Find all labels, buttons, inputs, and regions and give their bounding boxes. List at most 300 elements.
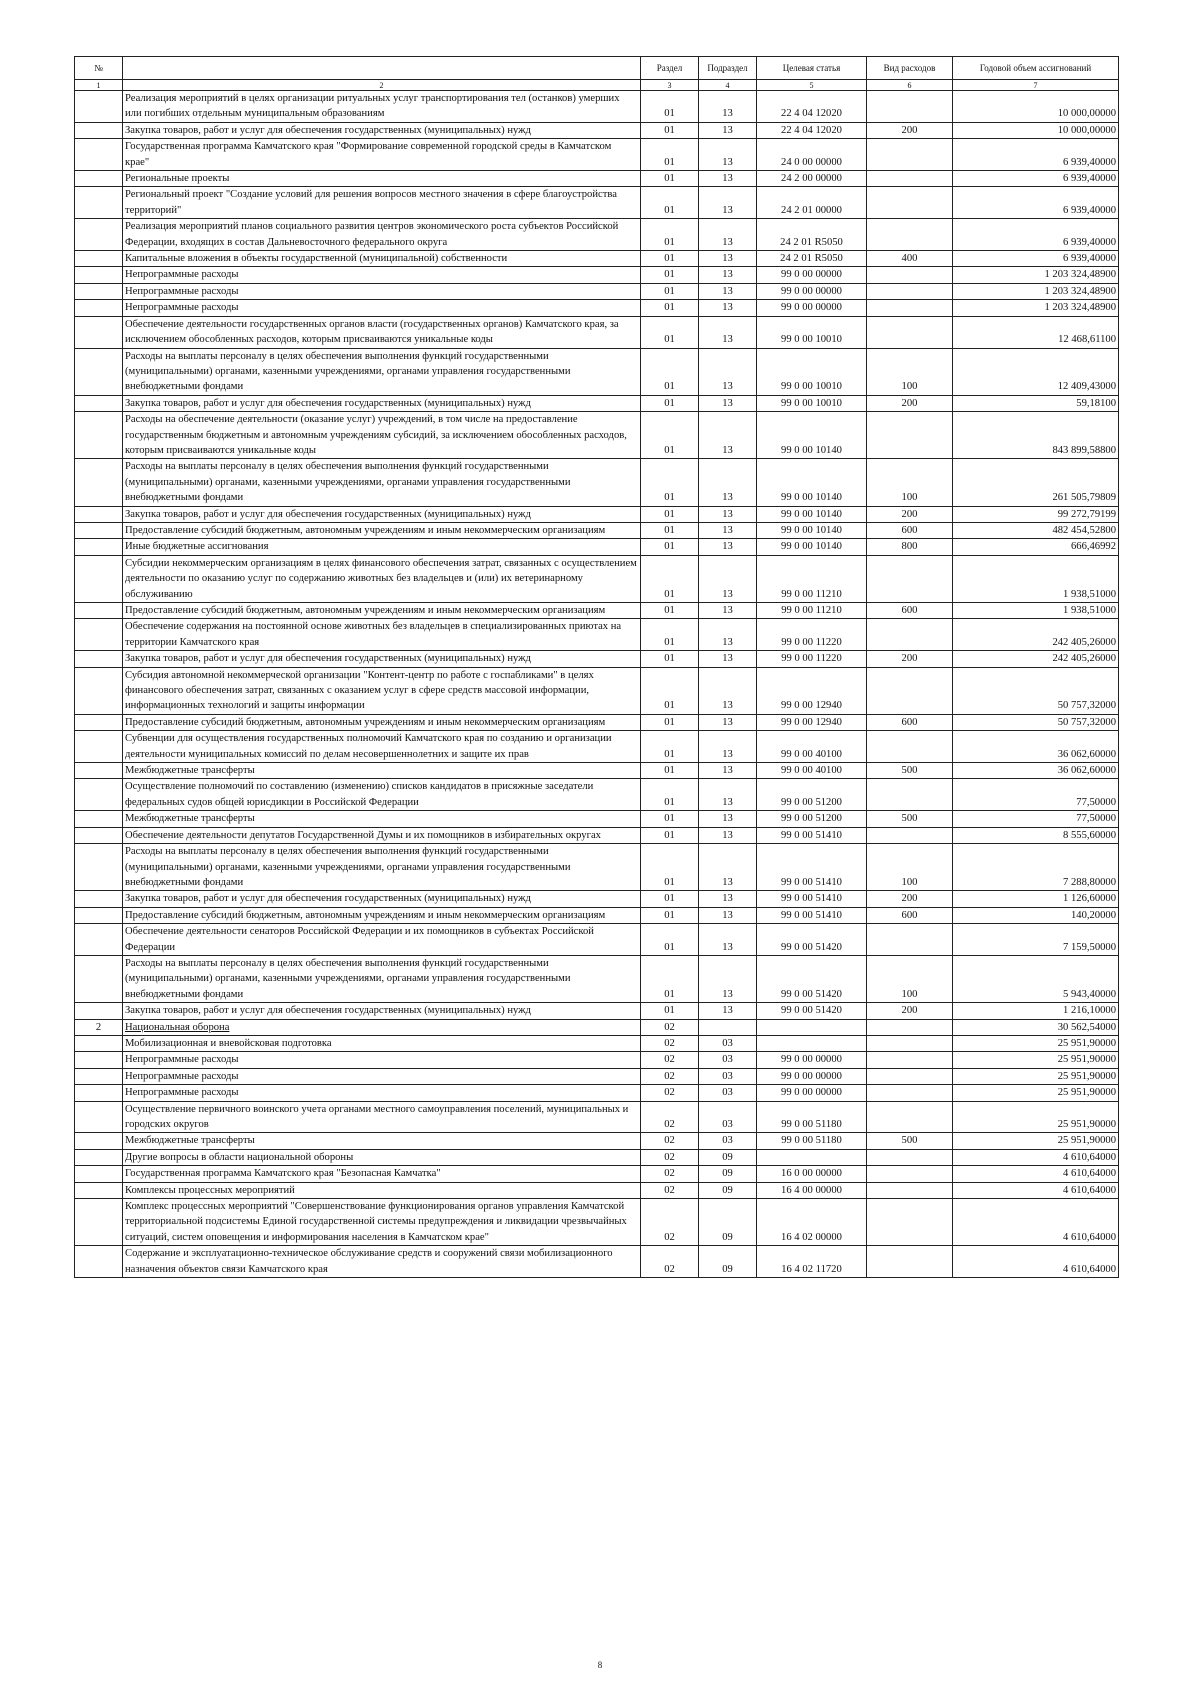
subsection-code: 13 [699,827,757,843]
table-row [75,827,1119,843]
section-code: 01 [641,619,699,651]
table-row [75,283,1119,299]
annual-amount: 7 159,50000 [953,924,1119,956]
header-amount: Годовой объем ассигнований [953,57,1119,80]
subsection-code: 13 [699,714,757,730]
subsection-code: 13 [699,348,757,395]
subsection-code: 03 [699,1035,757,1051]
table-row [75,348,1119,395]
expense-type-code [867,283,953,299]
row-number [75,651,123,667]
row-number [75,891,123,907]
expense-name: Межбюджетные трансферты [123,763,641,779]
section-code: 01 [641,139,699,171]
expense-name: Обеспечение деятельности депутатов Государственной Думы и их помощников в избирательных округах [123,827,641,843]
section-code: 01 [641,651,699,667]
section-code: 01 [641,667,699,714]
subsection-code: 13 [699,506,757,522]
expense-name: Субсидии некоммерческим организациям в целях финансового обеспечения затрат, связанных с осуществлением деятельности по оказанию услуг по содержанию животных без владельцев и (или) их ветеринарному обслуживанию [123,555,641,602]
row-number [75,459,123,506]
row-number [75,539,123,555]
subsection-code: 13 [699,459,757,506]
header-section: Раздел [641,57,699,80]
table-row [75,779,1119,811]
target-article-code: 99 0 00 51410 [757,827,867,843]
section-code: 01 [641,731,699,763]
expense-name: Непрограммные расходы [123,1085,641,1101]
section-code: 01 [641,763,699,779]
row-number [75,924,123,956]
section-code: 01 [641,283,699,299]
annual-amount: 1 203 324,48900 [953,283,1119,299]
col-number: 6 [867,80,953,91]
row-number [75,1085,123,1101]
row-number [75,1246,123,1278]
target-article-code: 99 0 00 10140 [757,412,867,459]
annual-amount: 4 610,64000 [953,1149,1119,1165]
row-number [75,714,123,730]
subsection-code: 13 [699,395,757,411]
expense-name: Непрограммные расходы [123,267,641,283]
expense-name: Осуществление полномочий по составлению (изменению) списков кандидатов в присяжные заседатели федеральных судов общей юрисдикции в Российской Федерации [123,779,641,811]
section-code: 01 [641,187,699,219]
target-article-code: 99 0 00 11220 [757,619,867,651]
target-article-code: 99 0 00 00000 [757,1068,867,1084]
target-article-code: 99 0 00 00000 [757,283,867,299]
expense-name: Закупка товаров, работ и услуг для обеспечения государственных (муниципальных) нужд [123,506,641,522]
expense-type-code: 100 [867,844,953,891]
section-code: 01 [641,844,699,891]
col-number: 7 [953,80,1119,91]
expense-type-code [867,1149,953,1165]
row-number: 2 [75,1019,123,1035]
section-code: 02 [641,1182,699,1198]
row-number [75,1149,123,1165]
expense-type-code [867,139,953,171]
annual-amount: 25 951,90000 [953,1133,1119,1149]
expense-name: Межбюджетные трансферты [123,811,641,827]
subsection-code: 13 [699,219,757,251]
target-article-code: 99 0 00 51420 [757,1003,867,1019]
section-code: 01 [641,714,699,730]
expense-type-code [867,555,953,602]
expense-name: Иные бюджетные ассигнования [123,539,641,555]
subsection-code: 09 [699,1199,757,1246]
section-code: 01 [641,251,699,267]
expense-name: Содержание и эксплуатационно-техническое обслуживание средств и сооружений связи мобилизационного назначения объектов связи Камчатского края [123,1246,641,1278]
section-code: 01 [641,171,699,187]
table-row [75,122,1119,138]
section-code: 02 [641,1035,699,1051]
row-number [75,395,123,411]
annual-amount: 25 951,90000 [953,1035,1119,1051]
table-row [75,763,1119,779]
section-code: 01 [641,779,699,811]
col-number: 2 [123,80,641,91]
table-row [75,219,1119,251]
section-code: 01 [641,891,699,907]
target-article-code: 99 0 00 00000 [757,1052,867,1068]
expense-name: Закупка товаров, работ и услуг для обеспечения государственных (муниципальных) нужд [123,1003,641,1019]
section-code: 01 [641,522,699,538]
subsection-code: 13 [699,122,757,138]
section-code: 01 [641,91,699,123]
table-row [75,506,1119,522]
expense-name: Обеспечение деятельности сенаторов Российской Федерации и их помощников в субъектах Российской Федерации [123,924,641,956]
header-row [75,57,1119,80]
expense-type-code: 600 [867,603,953,619]
section-code: 02 [641,1068,699,1084]
subsection-code: 13 [699,811,757,827]
annual-amount: 1 203 324,48900 [953,267,1119,283]
annual-amount: 25 951,90000 [953,1052,1119,1068]
subsection-code: 09 [699,1149,757,1165]
target-article-code: 16 4 00 00000 [757,1182,867,1198]
annual-amount: 4 610,64000 [953,1246,1119,1278]
target-article-code: 99 0 00 51200 [757,779,867,811]
annual-amount: 140,20000 [953,907,1119,923]
table-row [75,1182,1119,1198]
target-article-code: 99 0 00 10010 [757,316,867,348]
annual-amount: 4 610,64000 [953,1166,1119,1182]
expense-type-code [867,667,953,714]
expense-type-code [867,267,953,283]
target-article-code: 16 4 02 00000 [757,1199,867,1246]
expense-name: Непрограммные расходы [123,283,641,299]
target-article-code: 99 0 00 11210 [757,603,867,619]
subsection-code: 13 [699,522,757,538]
section-code: 01 [641,907,699,923]
row-number [75,779,123,811]
expense-type-code [867,731,953,763]
expense-type-code [867,1019,953,1035]
annual-amount: 6 939,40000 [953,171,1119,187]
subsection-code: 13 [699,667,757,714]
section-code: 01 [641,122,699,138]
table-row [75,316,1119,348]
target-article-code: 99 0 00 51410 [757,907,867,923]
row-number [75,1052,123,1068]
expense-name: Капитальные вложения в объекты государственной (муниципальной) собственности [123,251,641,267]
section-code: 01 [641,506,699,522]
table-row [75,1166,1119,1182]
table-row [75,603,1119,619]
subsection-code: 09 [699,1246,757,1278]
expense-type-code [867,1246,953,1278]
table-row [75,139,1119,171]
table-row [75,395,1119,411]
target-article-code: 99 0 00 51180 [757,1133,867,1149]
expense-name: Расходы на выплаты персоналу в целях обеспечения выполнения функций государственными (муниципальными) органами, казенными учреждениями, органами управления государственными внебюджетными фондами [123,348,641,395]
expense-type-code: 600 [867,907,953,923]
subsection-code: 13 [699,763,757,779]
annual-amount: 6 939,40000 [953,187,1119,219]
col-number: 1 [75,80,123,91]
annual-amount: 77,50000 [953,811,1119,827]
subsection-code: 03 [699,1068,757,1084]
row-number [75,1101,123,1133]
target-article-code: 24 2 00 00000 [757,171,867,187]
expense-type-code [867,1182,953,1198]
expense-name: Осуществление первичного воинского учета органами местного самоуправления поселений, муниципальных и городских округов [123,1101,641,1133]
expense-name: Закупка товаров, работ и услуг для обеспечения государственных (муниципальных) нужд [123,395,641,411]
table-row [75,1019,1119,1035]
annual-amount: 10 000,00000 [953,91,1119,123]
expense-type-code [867,827,953,843]
table-row [75,251,1119,267]
section-code: 02 [641,1052,699,1068]
row-number [75,811,123,827]
row-number [75,619,123,651]
expense-type-code: 200 [867,891,953,907]
expense-name: Региональные проекты [123,171,641,187]
header-name [123,57,641,80]
expense-type-code: 200 [867,122,953,138]
expense-name: Непрограммные расходы [123,300,641,316]
target-article-code: 99 0 00 10010 [757,395,867,411]
page-number: 8 [597,1660,603,1670]
subsection-code: 03 [699,1133,757,1149]
row-number [75,907,123,923]
subsection-code: 13 [699,171,757,187]
target-article-code: 99 0 00 51200 [757,811,867,827]
row-number [75,844,123,891]
annual-amount: 6 939,40000 [953,139,1119,171]
annual-amount: 8 555,60000 [953,827,1119,843]
table-row [75,1068,1119,1084]
annual-amount: 10 000,00000 [953,122,1119,138]
expense-type-code: 400 [867,251,953,267]
annual-amount: 4 610,64000 [953,1182,1119,1198]
annual-amount: 482 454,52800 [953,522,1119,538]
annual-amount: 36 062,60000 [953,763,1119,779]
subsection-code: 13 [699,955,757,1002]
annual-amount: 25 951,90000 [953,1085,1119,1101]
expense-name: Непрограммные расходы [123,1068,641,1084]
expense-type-code [867,316,953,348]
table-row [75,171,1119,187]
subsection-code: 13 [699,539,757,555]
annual-amount: 1 938,51000 [953,603,1119,619]
section-code: 01 [641,267,699,283]
row-number [75,1133,123,1149]
annual-amount: 77,50000 [953,779,1119,811]
section-code: 01 [641,555,699,602]
target-article-code: 99 0 00 51410 [757,844,867,891]
subsection-code [699,1019,757,1035]
table-row [75,907,1119,923]
table-row [75,1101,1119,1133]
table-row [75,1035,1119,1051]
table-body [75,91,1119,1278]
target-article-code: 99 0 00 10140 [757,506,867,522]
section-code: 02 [641,1149,699,1165]
expense-type-code [867,91,953,123]
section-code: 01 [641,811,699,827]
subsection-code: 13 [699,251,757,267]
expense-name: Предоставление субсидий бюджетным, автономным учреждениям и иным некоммерческим организациям [123,907,641,923]
annual-amount: 7 288,80000 [953,844,1119,891]
table-row [75,91,1119,123]
target-article-code: 99 0 00 51420 [757,924,867,956]
expense-type-code: 100 [867,348,953,395]
subsection-code: 13 [699,924,757,956]
target-article-code [757,1035,867,1051]
table-row [75,459,1119,506]
subsection-code: 13 [699,187,757,219]
table-row [75,1052,1119,1068]
annual-amount: 666,46992 [953,539,1119,555]
table-row [75,924,1119,956]
target-article-code: 99 0 00 11220 [757,651,867,667]
row-number [75,506,123,522]
row-number [75,603,123,619]
subsection-code: 13 [699,603,757,619]
expense-type-code [867,619,953,651]
expense-name: Предоставление субсидий бюджетным, автономным учреждениям и иным некоммерческим организациям [123,603,641,619]
table-row [75,1085,1119,1101]
table-row [75,300,1119,316]
subsection-code: 13 [699,412,757,459]
header-type: Вид расходов [867,57,953,80]
annual-amount: 1 126,60000 [953,891,1119,907]
header-article: Целевая статья [757,57,867,80]
subsection-code: 09 [699,1182,757,1198]
annual-amount: 59,18100 [953,395,1119,411]
expense-type-code: 200 [867,506,953,522]
target-article-code: 99 0 00 00000 [757,267,867,283]
expense-type-code: 100 [867,459,953,506]
subsection-code: 13 [699,316,757,348]
section-code: 02 [641,1085,699,1101]
target-article-code: 99 0 00 12940 [757,667,867,714]
expense-name: Обеспечение деятельности государственных органов власти (государственных органов) Камчатского края, за исключением обособленных расходов, которым присваиваются уникальные коды [123,316,641,348]
header-subsection: Подраздел [699,57,757,80]
table-row [75,731,1119,763]
table-row [75,1199,1119,1246]
table-row [75,651,1119,667]
expense-type-code [867,300,953,316]
section-code: 01 [641,603,699,619]
section-code: 01 [641,395,699,411]
expense-name: Региональный проект "Создание условий для решения вопросов местного значения в сфере благоустройства территорий" [123,187,641,219]
row-number [75,1182,123,1198]
row-number [75,555,123,602]
target-article-code: 99 0 00 11210 [757,555,867,602]
expense-type-code: 200 [867,1003,953,1019]
budget-table [74,56,1119,1278]
subsection-code: 13 [699,1003,757,1019]
annual-amount: 25 951,90000 [953,1101,1119,1133]
table-row [75,955,1119,1002]
subsection-code: 13 [699,139,757,171]
annual-amount: 30 562,54000 [953,1019,1119,1035]
row-number [75,348,123,395]
table-row [75,267,1119,283]
expense-name: Государственная программа Камчатского края "Безопасная Камчатка" [123,1166,641,1182]
table-row [75,811,1119,827]
target-article-code [757,1019,867,1035]
annual-amount: 4 610,64000 [953,1199,1119,1246]
row-number [75,827,123,843]
section-code: 02 [641,1133,699,1149]
expense-type-code: 800 [867,539,953,555]
target-article-code: 24 2 01 R5050 [757,219,867,251]
target-article-code: 99 0 00 51420 [757,955,867,1002]
table-row [75,667,1119,714]
annual-amount: 843 899,58800 [953,412,1119,459]
table-row [75,412,1119,459]
row-number [75,122,123,138]
row-number [75,316,123,348]
subsection-code: 13 [699,907,757,923]
expense-type-code: 100 [867,955,953,1002]
target-article-code: 22 4 04 12020 [757,91,867,123]
expense-type-code: 500 [867,763,953,779]
section-code: 01 [641,1003,699,1019]
expense-type-code: 200 [867,395,953,411]
expense-name: Реализация мероприятий в целях организации ритуальных услуг транспортирования тел (останков) умерших или погибших отдельным муниципальным образованиям [123,91,641,123]
col-number: 4 [699,80,757,91]
table-row [75,619,1119,651]
section-code: 01 [641,827,699,843]
section-code: 02 [641,1246,699,1278]
row-number [75,731,123,763]
target-article-code: 24 2 01 R5050 [757,251,867,267]
section-code: 02 [641,1019,699,1035]
expense-type-code [867,924,953,956]
expense-type-code [867,219,953,251]
annual-amount: 6 939,40000 [953,219,1119,251]
row-number [75,955,123,1002]
expense-name: Расходы на выплаты персоналу в целях обеспечения выполнения функций государственными (муниципальными) органами, казенными учреждениями, органами управления государственными внебюджетными фондами [123,459,641,506]
expense-name: Комплекс процессных мероприятий "Совершенствование функционирования органов управления Камчатской территориальной подсистемы Единой государственной системы предупреждения и ликвидации чрезвычайных ситуаций, систем оповещения и информирования населения в Камчатском крае" [123,1199,641,1246]
annual-amount: 5 943,40000 [953,955,1119,1002]
target-article-code: 99 0 00 40100 [757,763,867,779]
target-article-code: 99 0 00 00000 [757,300,867,316]
expense-name: Расходы на выплаты персоналу в целях обеспечения выполнения функций государственными (муниципальными) органами, казенными учреждениями, органами управления государственными внебюджетными фондами [123,955,641,1002]
annual-amount: 6 939,40000 [953,251,1119,267]
subsection-code: 13 [699,300,757,316]
row-number [75,171,123,187]
expense-name: Межбюджетные трансферты [123,1133,641,1149]
expense-name: Другие вопросы в области национальной обороны [123,1149,641,1165]
table-row [75,1246,1119,1278]
table-row [75,714,1119,730]
row-number [75,300,123,316]
annual-amount: 1 216,10000 [953,1003,1119,1019]
row-number [75,763,123,779]
col-number: 5 [757,80,867,91]
table-row [75,844,1119,891]
expense-name: Расходы на обеспечение деятельности (оказание услуг) учреждений, в том числе на предоставление государственным бюджетным и автономным учреждениям субсидий, за исключением обособленных расходов, которым присваиваются уникальные коды [123,412,641,459]
table-row [75,187,1119,219]
target-article-code: 16 0 00 00000 [757,1166,867,1182]
table-row [75,539,1119,555]
annual-amount: 242 405,26000 [953,619,1119,651]
section-code: 02 [641,1199,699,1246]
header-num: № [75,57,123,80]
expense-type-code: 200 [867,651,953,667]
target-article-code: 99 0 00 00000 [757,1085,867,1101]
column-number-row [75,80,1119,91]
expense-name: Реализация мероприятий планов социального развития центров экономического роста субъектов Российской Федерации, входящих в состав Дальневосточного федерального округа [123,219,641,251]
target-article-code: 16 4 02 11720 [757,1246,867,1278]
section-code: 01 [641,459,699,506]
expense-type-code [867,187,953,219]
section-code: 02 [641,1101,699,1133]
section-code: 01 [641,955,699,1002]
